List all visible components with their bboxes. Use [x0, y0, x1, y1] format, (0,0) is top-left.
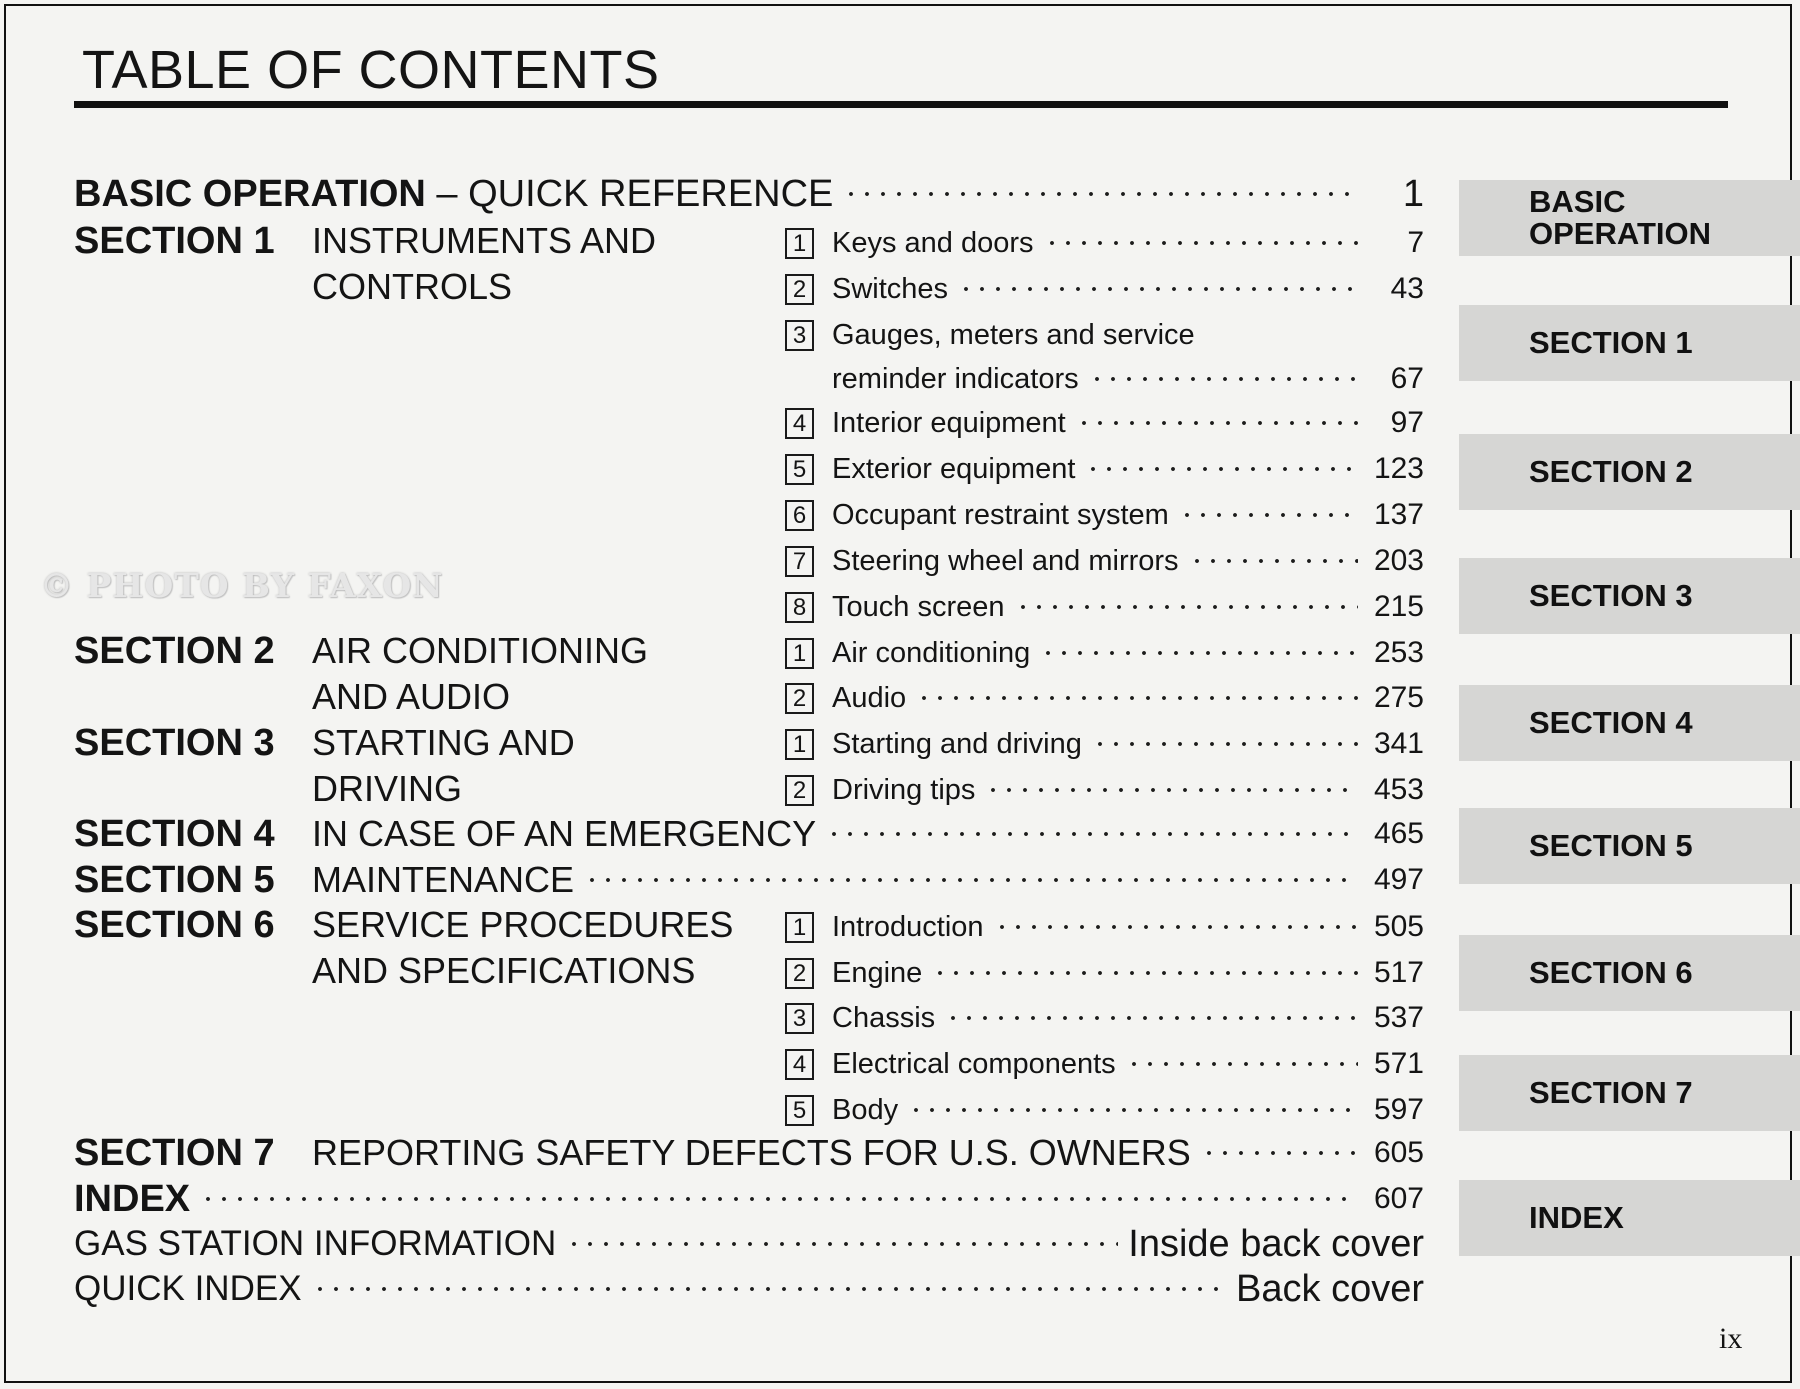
dot-leader — [1044, 239, 1358, 247]
dot-leader — [1189, 557, 1358, 565]
page-ref: Inside back cover — [1128, 1223, 1424, 1265]
page-ref: 341 — [1373, 727, 1424, 760]
toc-entry-keys-and-doors[interactable]: Keys and doors 7 — [832, 226, 1424, 259]
dot-leader — [566, 1240, 1118, 1248]
section-2-label: SECTION 2 — [74, 630, 275, 672]
dot-leader — [908, 1106, 1358, 1114]
page-ref: 253 — [1373, 636, 1424, 669]
chapter-number-box: 1 — [785, 729, 814, 760]
chapter-number-box: 2 — [785, 683, 814, 714]
chapter-number-box: 2 — [785, 775, 814, 806]
tab-section-3[interactable]: SECTION 3 — [1459, 558, 1800, 634]
toc-entry-index[interactable]: INDEX 607 — [74, 1178, 1424, 1220]
section-7-label: SECTION 7 — [74, 1132, 275, 1174]
page-ref: 453 — [1373, 773, 1424, 806]
toc-entry-driving-tips[interactable]: Driving tips 453 — [832, 773, 1424, 806]
page-ref: 517 — [1373, 956, 1424, 989]
toc-entry-engine[interactable]: Engine 517 — [832, 956, 1424, 989]
dot-leader — [985, 786, 1358, 794]
toc-entry-interior-equipment[interactable]: Interior equipment 97 — [832, 406, 1424, 439]
tab-section-5[interactable]: SECTION 5 — [1459, 808, 1800, 884]
tab-section-6[interactable]: SECTION 6 — [1459, 935, 1800, 1011]
section-2-title-line-2: AND AUDIO — [312, 676, 511, 717]
section-1-title-line-1: INSTRUMENTS AND — [312, 220, 657, 261]
toc-entry-introduction[interactable]: Introduction 505 — [832, 910, 1424, 943]
page-ref: Back cover — [1236, 1268, 1424, 1310]
dot-leader — [958, 285, 1358, 293]
page-ref: 137 — [1373, 498, 1424, 531]
chapter-number-box: 4 — [785, 1049, 814, 1080]
toc-entry-switches[interactable]: Switches 43 — [832, 272, 1424, 305]
chapter-number-box: 3 — [785, 1003, 814, 1034]
section-3-title-line-1: STARTING AND — [312, 722, 575, 763]
page-ref: 7 — [1407, 226, 1424, 259]
toc-entry-audio[interactable]: Audio 275 — [832, 681, 1424, 714]
toc-entry-air-conditioning[interactable]: Air conditioning 253 — [832, 636, 1424, 669]
page-ref: 597 — [1373, 1093, 1424, 1126]
chapter-number-box: 5 — [785, 1095, 814, 1126]
dot-leader — [1089, 375, 1358, 383]
chapter-number-box: 6 — [785, 500, 814, 531]
chapter-number-box: 7 — [785, 546, 814, 577]
page-title: TABLE OF CONTENTS — [82, 40, 660, 100]
basic-operation-label: BASIC OPERATION — [74, 173, 426, 215]
dot-leader — [1126, 1060, 1358, 1068]
toc-entry-quick-index[interactable]: QUICK INDEX Back cover — [74, 1268, 1424, 1310]
section-3-title-line-2: DRIVING — [312, 768, 463, 809]
section-4-label: SECTION 4 — [74, 813, 275, 855]
dot-leader — [1092, 740, 1358, 748]
chapter-number-box: 1 — [785, 228, 814, 259]
dot-leader — [312, 1285, 1226, 1293]
section-5-label: SECTION 5 — [74, 859, 275, 901]
section-3-label: SECTION 3 — [74, 722, 275, 764]
toc-entry-touch-screen[interactable]: Touch screen 215 — [832, 590, 1424, 623]
dot-leader — [1076, 419, 1358, 427]
section-6-label: SECTION 6 — [74, 904, 275, 946]
page-ref: 571 — [1373, 1047, 1424, 1080]
chapter-number-box: 4 — [785, 408, 814, 439]
page-number: ix — [1719, 1322, 1743, 1355]
tab-section-4[interactable]: SECTION 4 — [1459, 685, 1800, 761]
chapter-number-box: 2 — [785, 958, 814, 989]
page-ref: 43 — [1390, 272, 1424, 305]
tab-section-7[interactable]: SECTION 7 — [1459, 1055, 1800, 1131]
toc-entry-gauges-line-2[interactable]: reminder indicators 67 — [832, 362, 1424, 395]
dot-leader — [584, 876, 1358, 884]
page-ref: 203 — [1373, 544, 1424, 577]
page-ref: 465 — [1373, 817, 1424, 850]
tab-section-1[interactable]: SECTION 1 — [1459, 305, 1800, 381]
toc-entry-steering-wheel-and-mirrors[interactable]: Steering wheel and mirrors 203 — [832, 544, 1424, 577]
dot-leader — [826, 830, 1358, 838]
section-6-title-line-1: SERVICE PROCEDURES — [312, 904, 734, 945]
dot-leader — [843, 190, 1358, 198]
chapter-number-box: 1 — [785, 638, 814, 669]
page-ref: 275 — [1373, 681, 1424, 714]
dot-leader — [1040, 649, 1358, 657]
section-2-title-line-1: AIR CONDITIONING — [312, 630, 649, 671]
title-rule — [74, 101, 1728, 108]
toc-entry-body[interactable]: Body 597 — [832, 1093, 1424, 1126]
dot-leader — [200, 1195, 1358, 1203]
chapter-number-box: 2 — [785, 274, 814, 305]
section-6-title-line-2: AND SPECIFICATIONS — [312, 950, 696, 991]
page-ref: 607 — [1373, 1182, 1424, 1215]
page-ref: 505 — [1373, 910, 1424, 943]
toc-entry-electrical-components[interactable]: Electrical components 571 — [832, 1047, 1424, 1080]
dot-leader — [916, 694, 1358, 702]
toc-entry-chassis[interactable]: Chassis 537 — [832, 1001, 1424, 1034]
page-ref: 215 — [1373, 590, 1424, 623]
dot-leader — [1015, 603, 1359, 611]
page-ref: 67 — [1390, 362, 1424, 395]
chapter-number-box: 3 — [785, 320, 814, 351]
tab-basic-operation[interactable]: BASIC OPERATION — [1459, 180, 1800, 256]
toc-entry-gas-station-information[interactable]: GAS STATION INFORMATION Inside back cover — [74, 1223, 1424, 1265]
tab-index[interactable]: INDEX — [1459, 1180, 1800, 1256]
toc-entry-gauges-line-1[interactable]: Gauges, meters and service — [832, 318, 1195, 351]
toc-entry-maintenance[interactable]: MAINTENANCE 497 — [312, 857, 1424, 903]
dot-leader — [994, 923, 1358, 931]
chapter-number-box: 8 — [785, 592, 814, 623]
toc-entry-reporting-safety-defects[interactable]: REPORTING SAFETY DEFECTS FOR U.S. OWNERS 605 — [312, 1130, 1424, 1176]
dot-leader — [932, 969, 1358, 977]
dot-leader — [945, 1014, 1358, 1022]
toc-entry-occupant-restraint-system[interactable]: Occupant restraint system 137 — [832, 498, 1424, 531]
page-ref: 497 — [1373, 863, 1424, 896]
page-ref: 123 — [1373, 452, 1424, 485]
page-ref: 1 — [1402, 173, 1424, 215]
chapter-number-box: 1 — [785, 912, 814, 943]
dot-leader — [1201, 1149, 1358, 1157]
page-ref: 537 — [1373, 1001, 1424, 1034]
section-1-label: SECTION 1 — [74, 220, 275, 262]
toc-entry-exterior-equipment[interactable]: Exterior equipment 123 — [832, 452, 1424, 485]
tab-section-2[interactable]: SECTION 2 — [1459, 434, 1800, 510]
page-ref: 605 — [1373, 1136, 1424, 1169]
photo-watermark: © PHOTO BY FAXON — [40, 566, 444, 605]
toc-entry-starting-and-driving[interactable]: Starting and driving 341 — [832, 727, 1424, 760]
dot-leader — [1179, 511, 1358, 519]
page-ref: 97 — [1390, 406, 1424, 439]
chapter-number-box: 5 — [785, 454, 814, 485]
toc-entry-basic-operation[interactable] — [74, 171, 1424, 217]
toc-entry-in-case-of-an-emergency[interactable]: IN CASE OF AN EMERGENCY 465 — [312, 811, 1424, 857]
section-1-title-line-2: CONTROLS — [312, 266, 513, 307]
basic-operation-subtitle: – QUICK REFERENCE — [425, 173, 834, 215]
dot-leader — [1085, 465, 1358, 473]
